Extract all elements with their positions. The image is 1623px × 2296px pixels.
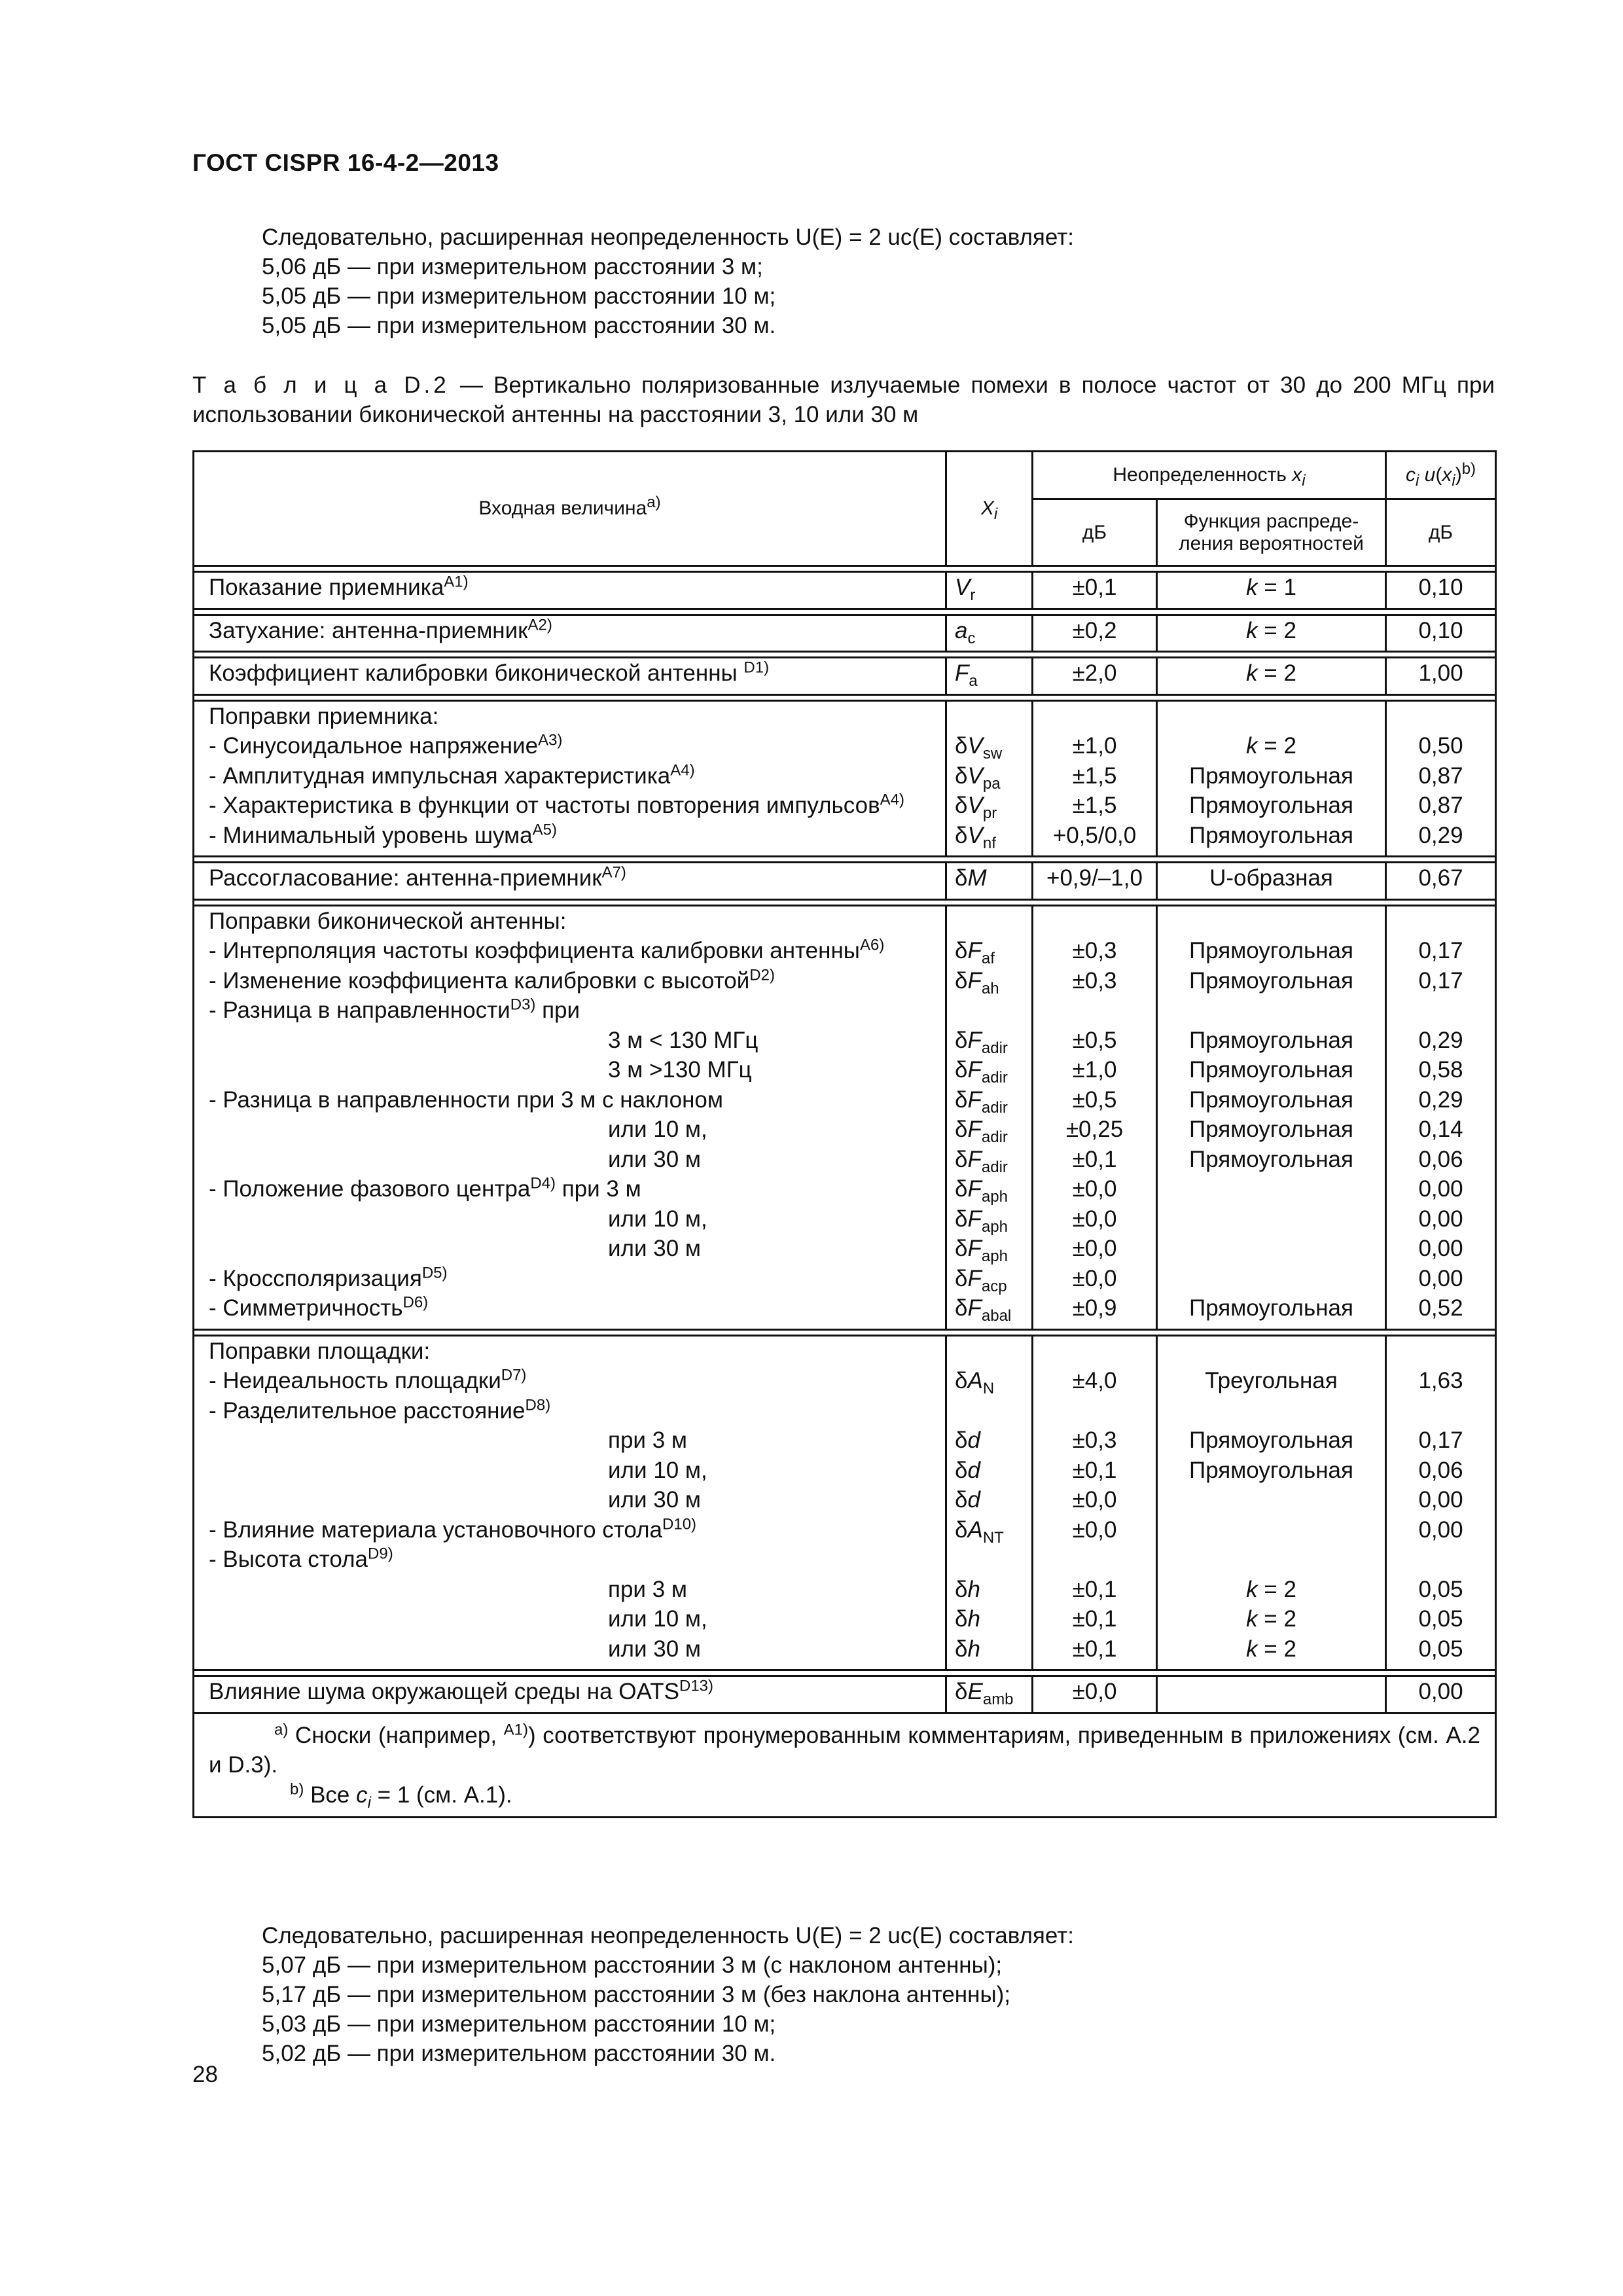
entry-symbol: $\delta F_{adir}$ (955, 1117, 1008, 1146)
entry-symbol: $\delta F_{ah}$ (955, 967, 999, 997)
entry-label: - Высота стола$^{D9)}$ (209, 1545, 393, 1572)
entry-symbol: $\delta F_{aph}$ (955, 1176, 1008, 1206)
entry-distribution: k = 2 (1246, 617, 1296, 643)
entry-distribution (1158, 1485, 1385, 1515)
group-separator (194, 566, 1496, 572)
entry-symbol: $a_c$ (955, 617, 976, 647)
entry-uncertainty: ±0,1 (1072, 1146, 1117, 1172)
entry-label: - Разделительное расстояние$^{D8)}$ (209, 1395, 551, 1424)
entry-distribution (1158, 906, 1385, 937)
entry-distribution: Прямоугольная (1189, 1146, 1353, 1172)
entry-symbol: $\delta F_{adir}$ (955, 1086, 1008, 1117)
cell-ci (1386, 1676, 1496, 1713)
cell-ci (1386, 615, 1496, 652)
cell-input-quantity (194, 905, 946, 1329)
entry-uncertainty: ±0,0 (1072, 1206, 1117, 1232)
table-group-8 (194, 1676, 1496, 1713)
entry-label: Влияние шума окружающей среды на $OATS^{D13)}$ (209, 1677, 714, 1704)
entry-label: - Симметричность$^{D6)}$ (209, 1293, 429, 1321)
intro-line-3: 5,05 дБ — при измерительном расстоянии 10 м; (262, 283, 776, 309)
entry-symbol: $\delta V_{nf}$ (955, 822, 996, 852)
entry-uncertainty (1033, 906, 1156, 937)
cell-ci (1386, 1335, 1496, 1670)
group-separator (194, 609, 1496, 615)
entry-uncertainty (1033, 702, 1156, 732)
entry-uncertainty: ±0,3 (1072, 938, 1117, 963)
entry-uncertainty: ±1,0 (1072, 733, 1117, 759)
entry-ci: 0,05 (1418, 1576, 1463, 1602)
entry-symbol: δM (955, 865, 987, 891)
entry-ci (1387, 1545, 1495, 1575)
entry-distribution: Прямоугольная (1189, 1057, 1353, 1083)
entry-uncertainty: ±1,0 (1072, 1057, 1117, 1083)
entry-label: - Синусоидальное напряжение$^{A3)}$ (209, 731, 563, 759)
entry-label: или 30 м (608, 1236, 701, 1261)
entry-distribution: k = 2 (1246, 1576, 1296, 1602)
cell-uncertainty-db (1033, 863, 1157, 900)
entry-ci (1387, 996, 1495, 1026)
entry-distribution: Прямоугольная (1189, 1427, 1353, 1453)
entry-ci: 0,05 (1418, 1636, 1463, 1662)
head-ci: $c_i$ $u(x_i)^{b)}$ (1386, 452, 1496, 499)
entry-distribution (1158, 1264, 1385, 1294)
cell-uncertainty-db (1033, 1335, 1157, 1670)
entry-ci: 0,10 (1418, 575, 1463, 600)
table-group-4 (194, 700, 1496, 857)
entry-distribution (1158, 1204, 1385, 1234)
cell-symbol (946, 615, 1033, 652)
group-separator (194, 1329, 1496, 1335)
entry-ci: 0,29 (1418, 1086, 1463, 1113)
entry-symbol (955, 1396, 1031, 1426)
table-group-1 (194, 572, 1496, 609)
cell-uncertainty-db (1033, 615, 1157, 652)
entry-label: или 30 м (608, 1487, 701, 1513)
entry-label: Поправки площадки: (209, 1338, 431, 1364)
cell-distribution (1157, 863, 1386, 900)
entry-distribution: Прямоугольная (1189, 1117, 1353, 1142)
outro-line-2: 5,07 дБ — при измерительном расстоянии 3 м (с наклоном антенны); (262, 1952, 1003, 1978)
entry-label: - Влияние материала установочного стола$^{D10)}$ (209, 1515, 697, 1543)
document-header: ГОСТ CISPR 16-4-2—2013 (192, 149, 499, 176)
entry-distribution: Прямоугольная (1189, 1086, 1353, 1113)
entry-ci: 0,05 (1418, 1606, 1463, 1632)
entry-uncertainty: ±1,5 (1072, 793, 1117, 818)
group-separator (194, 652, 1496, 658)
entry-ci (1387, 702, 1495, 732)
entry-ci: 0,67 (1418, 865, 1463, 891)
entry-distribution: Прямоугольная (1189, 1295, 1353, 1321)
entry-distribution (1158, 1677, 1385, 1707)
intro-line-2: 5,06 дБ — при измерительном расстоянии 3 м; (262, 254, 763, 279)
table-caption-label: Т а б л и ц а D.2 (192, 372, 450, 398)
head-xi: $X_i$ (946, 452, 1033, 566)
entry-label: Затухание: антенна-приемник$^{A2)}$ (209, 615, 552, 643)
head-db: дБ (1033, 499, 1157, 566)
cell-symbol (946, 700, 1033, 857)
table-group-6 (194, 905, 1496, 1329)
entry-symbol: $\delta V_{pa}$ (955, 762, 1001, 793)
entry-symbol: $\delta F_{acp}$ (955, 1265, 1007, 1295)
table-notes (194, 1713, 1496, 1818)
entry-symbol: $\delta E_{amb}$ (955, 1679, 1014, 1708)
entry-symbol (955, 1545, 1031, 1575)
entry-label: при 3 м (608, 1576, 687, 1602)
entry-symbol: $\delta F_{af}$ (955, 938, 995, 967)
entry-uncertainty: ±0,0 (1072, 1176, 1117, 1202)
entry-symbol: δh (955, 1606, 980, 1632)
entry-label: - Положение фазового центра$^{D4)}$ при 3 м (209, 1174, 641, 1202)
cell-ci (1386, 700, 1496, 857)
entry-symbol: $\delta A_{NT}$ (955, 1516, 1004, 1547)
entry-uncertainty: +0,9/–1,0 (1046, 865, 1143, 891)
entry-uncertainty: ±0,3 (1072, 967, 1117, 994)
entry-distribution: Прямоугольная (1189, 967, 1353, 994)
entry-ci (1387, 1396, 1495, 1426)
cell-distribution (1157, 572, 1386, 609)
entry-label: Показание приемника$^{A1)}$ (209, 573, 469, 600)
entry-distribution: k = 2 (1246, 1606, 1296, 1632)
entry-uncertainty: ±2,0 (1072, 660, 1117, 686)
entry-uncertainty: ±0,0 (1072, 1265, 1117, 1291)
entry-ci: 0,29 (1418, 1027, 1463, 1053)
entry-uncertainty: ±0,1 (1072, 1457, 1117, 1483)
cell-uncertainty-db (1033, 572, 1157, 609)
cell-uncertainty-db (1033, 1676, 1157, 1713)
entry-symbol: $V_r$ (955, 575, 976, 604)
entry-symbol: $\delta A_N$ (955, 1368, 995, 1397)
entry-label: - Характеристика в функции от частоты повторения импульсов$^{A4)}$ (209, 791, 905, 818)
entry-symbol (955, 1336, 1031, 1367)
entry-uncertainty (1033, 1336, 1156, 1367)
cell-uncertainty-db (1033, 658, 1157, 695)
entry-distribution (1158, 1234, 1385, 1264)
entry-label: - Интерполяция частоты коэффициента калибровки антенны$^{A6)}$ (209, 936, 885, 963)
cell-symbol (946, 658, 1033, 695)
entry-label: Поправки биконической антенны: (209, 908, 567, 934)
table-caption (192, 370, 1495, 429)
entry-ci: 0,00 (1418, 1265, 1463, 1291)
entry-uncertainty (1033, 1545, 1156, 1575)
entry-distribution (1158, 1515, 1385, 1545)
entry-symbol: $\delta F_{adir}$ (955, 1057, 1008, 1086)
entry-distribution: Прямоугольная (1189, 822, 1353, 848)
cell-ci (1386, 863, 1496, 900)
entry-symbol (955, 996, 1031, 1026)
table-group-7 (194, 1335, 1496, 1670)
cell-ci (1386, 572, 1496, 609)
entry-distribution: U-образная (1209, 865, 1333, 891)
head-input-quantity: Входная величина$^{a)}$ (194, 452, 946, 566)
cell-symbol (946, 863, 1033, 900)
entry-uncertainty: ±0,1 (1072, 1576, 1117, 1602)
head-db-2: дБ (1386, 499, 1496, 566)
table-caption-text: — Вертикально поляризованные излучаемые помехи в полосе частот от 30 до 200 МГц при использовании биконической антенны на расстоянии 3, 10 или 30 м (192, 372, 1495, 427)
entry-symbol: $\delta V_{pr}$ (955, 793, 997, 822)
entry-ci: 0,29 (1418, 822, 1463, 848)
head-uncertainty: Неопределенность $x_i$ (1033, 452, 1386, 499)
intro-line-4: 5,05 дБ — при измерительном расстоянии 30 м. (262, 313, 776, 338)
group-separator (194, 1670, 1496, 1676)
entry-uncertainty: ±1,5 (1072, 762, 1117, 789)
entry-uncertainty: ±0,1 (1072, 1636, 1117, 1662)
outro-line-4: 5,03 дБ — при измерительном расстоянии 10 м; (262, 2011, 776, 2037)
entry-symbol: δh (955, 1576, 980, 1602)
entry-distribution: k = 2 (1246, 660, 1296, 686)
entry-distribution (1158, 1336, 1385, 1367)
cell-distribution (1157, 1676, 1386, 1713)
table-group-5 (194, 863, 1496, 900)
note-b: $^{b)}$ Все $c_i = 1$ (см. А.1). (290, 1780, 512, 1812)
entry-label: - Кроссполяризация$^{D5)}$ (209, 1263, 448, 1291)
cell-input-quantity (194, 658, 946, 695)
entry-symbol (955, 906, 1031, 937)
entry-ci: 0,00 (1418, 1206, 1463, 1232)
entry-uncertainty: ±0,1 (1072, 575, 1117, 600)
cell-distribution (1157, 700, 1386, 857)
entry-label: Коэффициент калибровки биконической антенны $^{D1)}$ (209, 658, 770, 686)
page-number: 28 (192, 2062, 218, 2087)
entry-distribution: Прямоугольная (1189, 762, 1353, 789)
entry-ci (1387, 1336, 1495, 1367)
entry-distribution: k = 2 (1246, 1636, 1296, 1662)
entry-symbol: $\delta F_{adir}$ (955, 1146, 1008, 1176)
entry-uncertainty: +0,5/0,0 (1052, 822, 1137, 848)
cell-symbol (946, 1676, 1033, 1713)
entry-ci: 0,87 (1418, 793, 1463, 818)
cell-uncertainty-db (1033, 700, 1157, 857)
entry-uncertainty: ±0,0 (1072, 1516, 1117, 1543)
intro-paragraph (262, 223, 1074, 340)
entry-ci: 0,06 (1418, 1146, 1463, 1172)
entry-ci: 0,14 (1418, 1117, 1463, 1142)
entry-uncertainty: ±0,0 (1072, 1487, 1117, 1513)
cell-distribution (1157, 615, 1386, 652)
group-separator (194, 857, 1496, 863)
outro-line-1: Следовательно, расширенная неопределенность U(E) = 2 uc(E) составляет: (262, 1923, 1074, 1948)
table-group-2 (194, 615, 1496, 652)
cell-input-quantity (194, 1335, 946, 1670)
entry-ci: 1,00 (1418, 660, 1463, 686)
entry-label: или 30 м (608, 1636, 701, 1662)
head-distribution: Функция распреде- ления вероятностей (1157, 499, 1386, 566)
cell-input-quantity (194, 700, 946, 857)
entry-ci: 0,58 (1418, 1057, 1463, 1083)
entry-label: - Минимальный уровень шума$^{A5)}$ (209, 820, 557, 848)
entry-distribution (1158, 1396, 1385, 1426)
cell-distribution (1157, 658, 1386, 695)
entry-symbol: $\delta F_{adir}$ (955, 1027, 1008, 1057)
entry-symbol: $\delta F_{aph}$ (955, 1206, 1008, 1236)
entry-ci: 0,00 (1418, 1679, 1463, 1704)
entry-uncertainty: ±0,0 (1072, 1236, 1117, 1261)
entry-label: или 10 м, (608, 1206, 707, 1232)
table-notes-row (194, 1713, 1496, 1818)
entry-distribution (1158, 1545, 1385, 1575)
entry-label: 3 м < 130 МГц (608, 1027, 758, 1053)
entry-ci: 0,00 (1418, 1487, 1463, 1513)
entry-uncertainty: ±0,2 (1072, 617, 1117, 643)
cell-symbol (946, 1335, 1033, 1670)
entry-distribution (1158, 1174, 1385, 1204)
note-a: $^{a)}$ Сноски (например, $^{A1)}$) соответствуют пронумерованным комментариям, приведенным в приложениях (см. А.2 и D.3). (209, 1720, 1480, 1778)
cell-input-quantity (194, 572, 946, 609)
entry-ci: 0,50 (1418, 733, 1463, 759)
cell-ci (1386, 905, 1496, 1329)
entry-ci: 0,00 (1418, 1176, 1463, 1202)
cell-input-quantity (194, 863, 946, 900)
uncertainty-table (192, 450, 1497, 1818)
entry-uncertainty (1033, 1396, 1156, 1426)
entry-label: при 3 м (608, 1427, 687, 1453)
entry-distribution: Прямоугольная (1189, 1027, 1353, 1053)
entry-uncertainty (1033, 996, 1156, 1026)
entry-label: или 10 м, (608, 1457, 707, 1483)
entry-distribution (1158, 702, 1385, 732)
group-separator (194, 899, 1496, 905)
entry-uncertainty: ±0,25 (1065, 1117, 1124, 1142)
entry-uncertainty: ±0,5 (1072, 1027, 1117, 1053)
outro-line-5: 5,02 дБ — при измерительном расстоянии 30 м. (262, 2041, 776, 2066)
entry-uncertainty: ±0,5 (1072, 1086, 1117, 1113)
entry-symbol: $F_a$ (955, 660, 978, 690)
group-separator (194, 694, 1496, 700)
entry-uncertainty: ±0,9 (1072, 1295, 1117, 1321)
entry-uncertainty: ±4,0 (1072, 1368, 1117, 1393)
entry-symbol: $\delta F_{abal}$ (955, 1295, 1012, 1325)
intro-line-1: Следовательно, расширенная неопределенность U(E) = 2 uc(E) составляет: (262, 224, 1074, 250)
outro-line-3: 5,17 дБ — при измерительном расстоянии 3 м (без наклона антенны); (262, 1982, 1010, 2007)
entry-ci: 0,17 (1418, 938, 1463, 963)
entry-distribution: Прямоугольная (1189, 1457, 1353, 1483)
entry-ci: 0,87 (1418, 762, 1463, 789)
entry-label: или 30 м (608, 1146, 701, 1172)
entry-distribution: k = 1 (1246, 575, 1296, 600)
cell-input-quantity (194, 1676, 946, 1713)
entry-ci: 0,00 (1418, 1236, 1463, 1261)
entry-label: - Неидеальность площадки$^{D7)}$ (209, 1366, 527, 1393)
entry-ci (1387, 906, 1495, 937)
outro-paragraph (262, 1921, 1074, 2068)
cell-uncertainty-db (1033, 905, 1157, 1329)
table-group-3 (194, 658, 1496, 695)
cell-ci (1386, 658, 1496, 695)
entry-symbol: δh (955, 1636, 980, 1662)
cell-input-quantity (194, 615, 946, 652)
cell-symbol (946, 905, 1033, 1329)
entry-symbol: δd (955, 1427, 980, 1453)
entry-uncertainty: ±0,3 (1072, 1427, 1117, 1453)
entry-label: - Разница в направленности при 3 м с наклоном (209, 1086, 723, 1113)
entry-ci: 0,17 (1418, 967, 1463, 994)
entry-uncertainty: ±0,0 (1072, 1679, 1117, 1704)
entry-symbol: δd (955, 1457, 980, 1483)
cell-distribution (1157, 905, 1386, 1329)
entry-uncertainty: ±0,1 (1072, 1606, 1117, 1632)
entry-label: или 10 м, (608, 1117, 707, 1142)
entry-label: или 10 м, (608, 1606, 707, 1632)
entry-ci: 0,10 (1418, 617, 1463, 643)
entry-symbol (955, 702, 1031, 732)
entry-distribution: Прямоугольная (1189, 938, 1353, 963)
entry-symbol: $\delta V_{sw}$ (955, 733, 1003, 762)
entry-label: - Разница в направленности$^{D3)}$ при (209, 996, 580, 1023)
entry-label: 3 м >130 МГц (608, 1057, 752, 1083)
entry-ci: 0,00 (1418, 1516, 1463, 1543)
entry-distribution: k = 2 (1246, 733, 1296, 759)
entry-ci: 0,17 (1418, 1427, 1463, 1453)
entry-symbol: $\delta F_{aph}$ (955, 1236, 1008, 1265)
entry-ci: 0,06 (1418, 1457, 1463, 1483)
entry-ci: 1,63 (1418, 1368, 1463, 1393)
entry-symbol: δd (955, 1487, 980, 1513)
entry-ci: 0,52 (1418, 1295, 1463, 1321)
table-head-row-1 (194, 452, 1496, 499)
entry-label: Поправки приемника: (209, 703, 439, 729)
entry-label: Рассогласование: антенна-приемник$^{A7)}$ (209, 863, 626, 891)
entry-distribution: Треугольная (1205, 1368, 1338, 1393)
entry-label: - Амплитудная импульсная характеристика$^{A4)}$ (209, 761, 695, 789)
cell-distribution (1157, 1335, 1386, 1670)
cell-symbol (946, 572, 1033, 609)
entry-label: - Изменение коэффициента калибровки с высотой$^{D2)}$ (209, 965, 775, 994)
entry-distribution: Прямоугольная (1189, 793, 1353, 818)
entry-distribution (1158, 996, 1385, 1026)
